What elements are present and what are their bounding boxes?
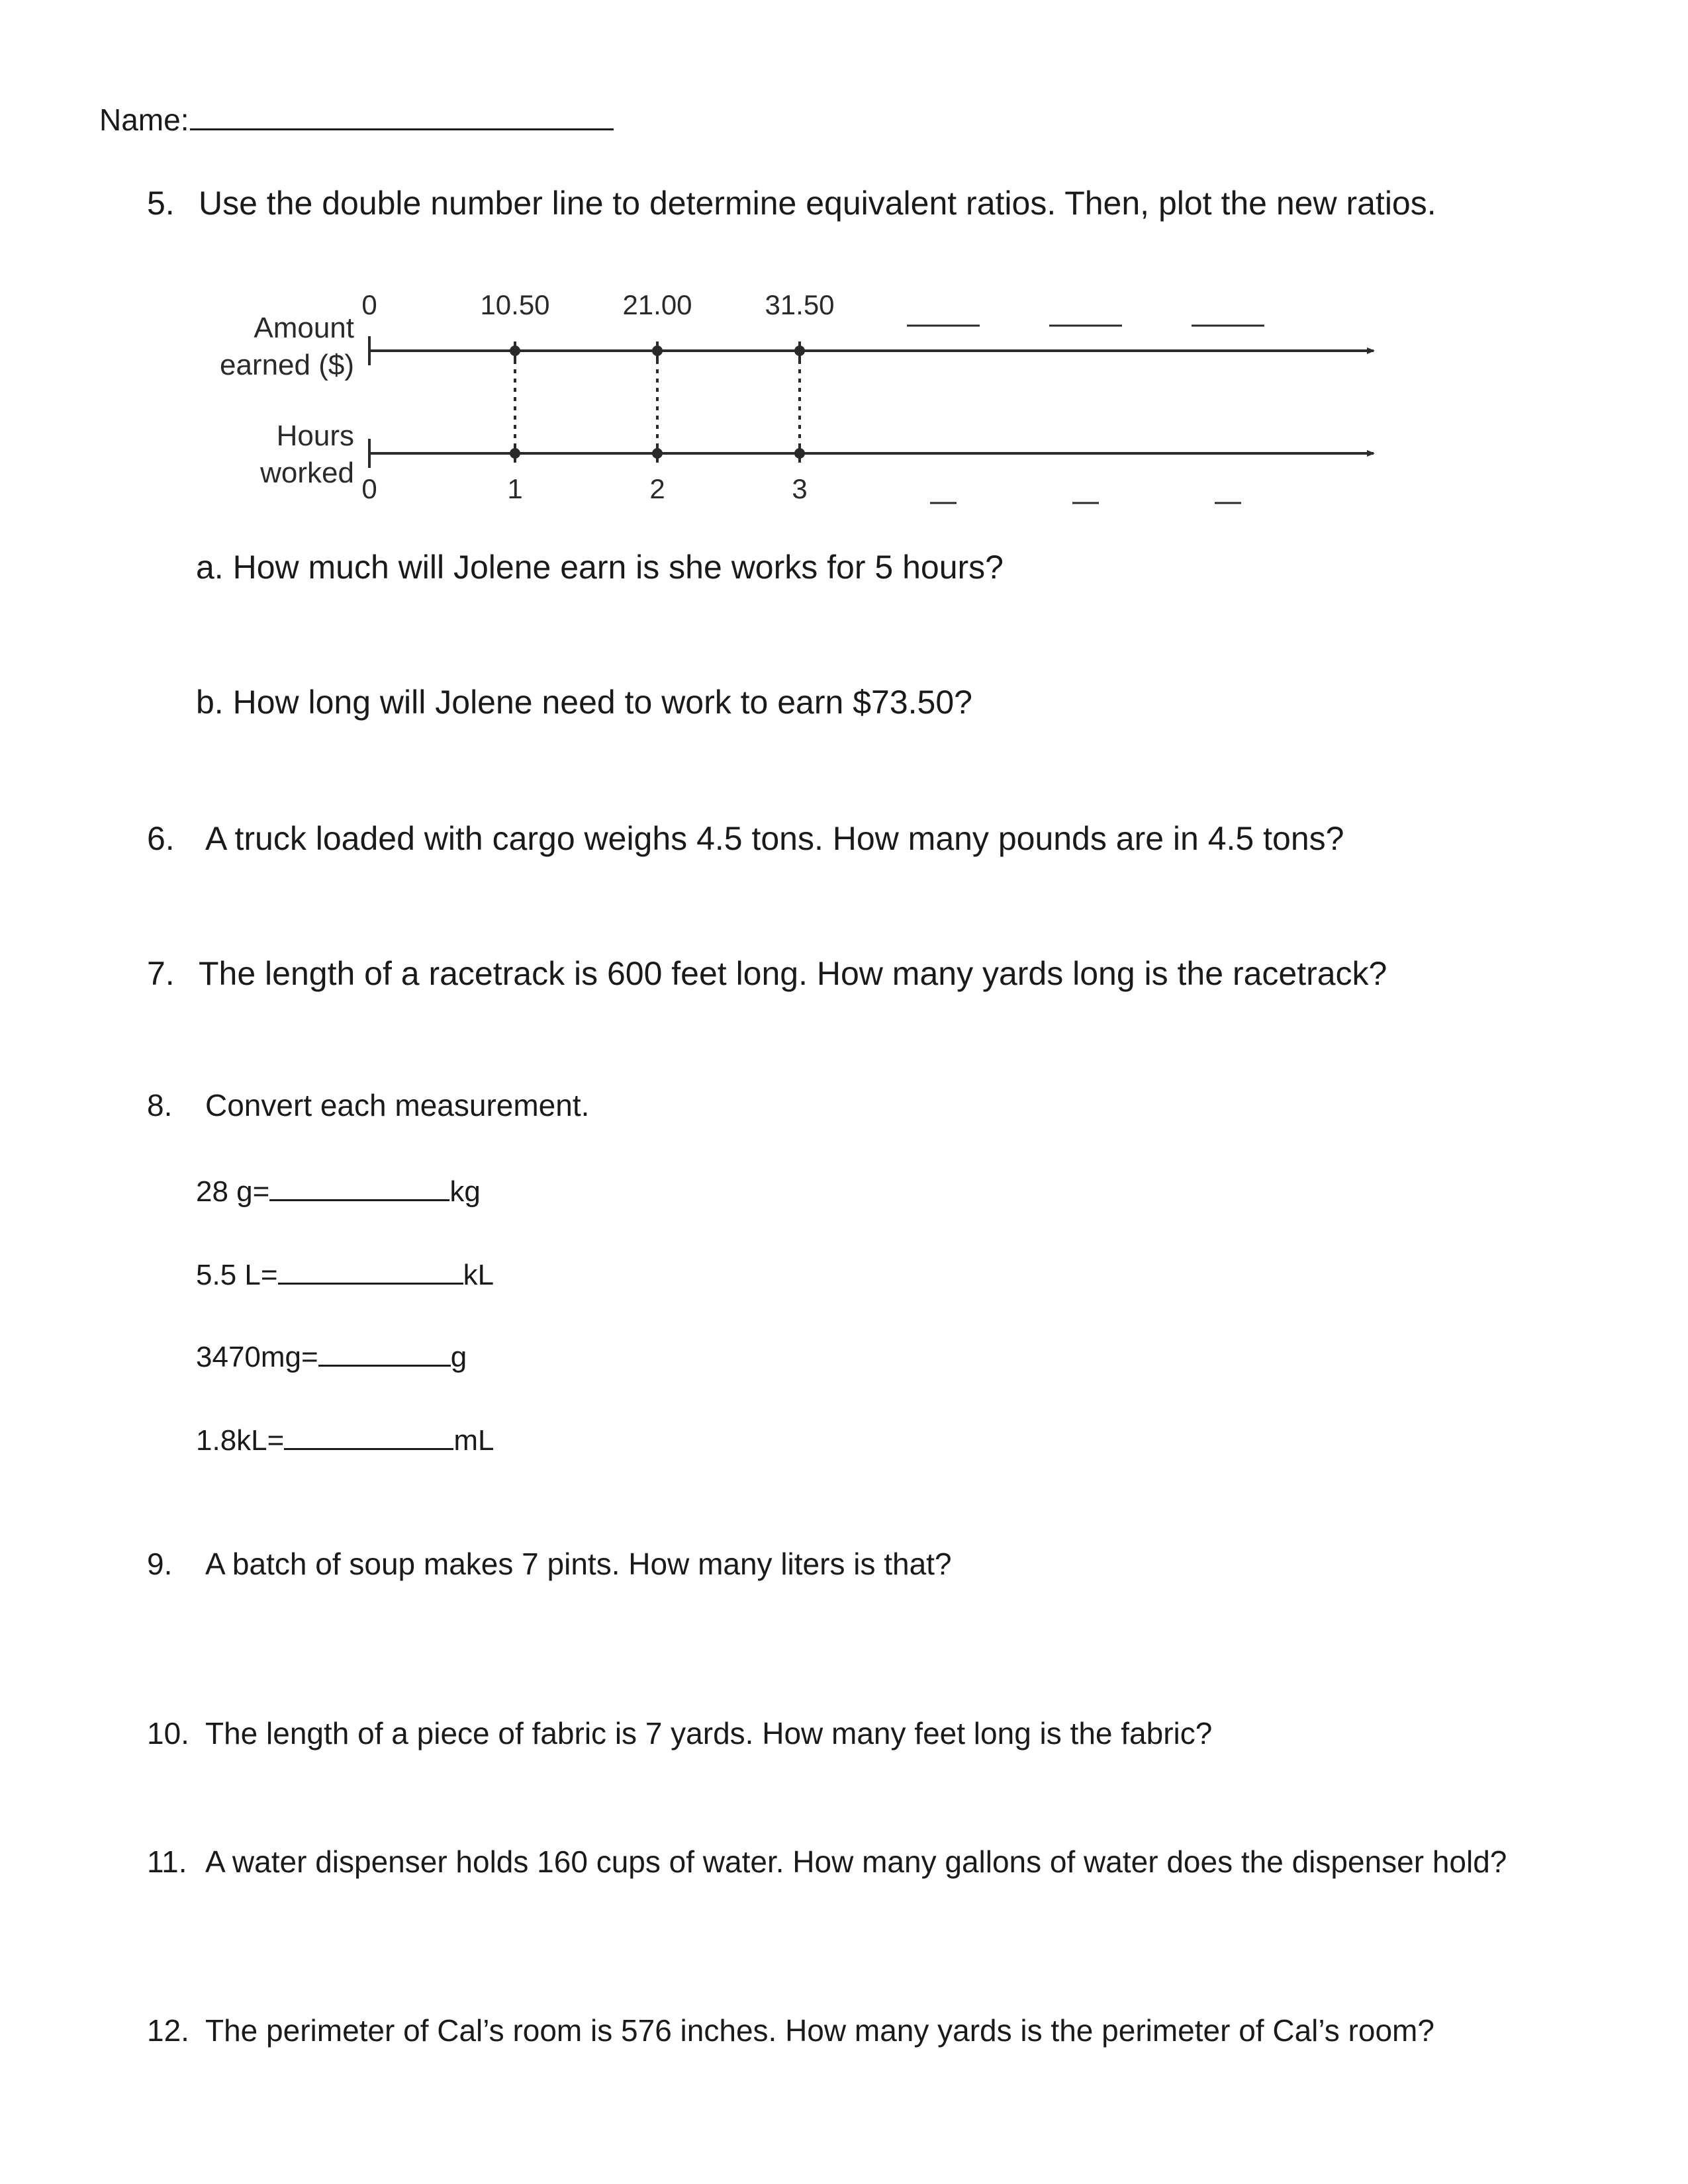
conversion-unit: kg <box>449 1175 481 1208</box>
hours-value-2: 2 <box>649 473 665 504</box>
question-number: 11. <box>147 1844 187 1879</box>
amount-value-2: 21.00 <box>622 289 692 320</box>
question-number: 5. <box>147 185 175 222</box>
plotted-point <box>794 448 805 459</box>
conversion-item <box>196 1173 481 1208</box>
plotted-point <box>652 448 663 459</box>
amount-value-1: 10.50 <box>480 289 550 320</box>
question-text: Convert each measurement. <box>205 1088 590 1122</box>
name-label: Name: <box>99 103 189 137</box>
question-number: 8. <box>147 1088 173 1122</box>
name-blank[interactable] <box>190 99 614 130</box>
plotted-point <box>794 345 805 356</box>
top-line-label-2: earned ($) <box>219 349 354 381</box>
plotted-point <box>510 448 520 459</box>
question-number: 10. <box>147 1716 189 1751</box>
top-line-label-1: Amount <box>254 312 354 344</box>
bottom-line-label-1: Hours <box>276 420 354 452</box>
question-number: 7. <box>147 955 175 992</box>
hours-value-0: 0 <box>361 473 377 504</box>
conversion-item <box>196 1422 494 1457</box>
question-number: 6. <box>147 820 175 857</box>
conversion-unit: mL <box>453 1424 494 1457</box>
question-5 <box>147 184 1436 222</box>
conversion-left: 1.8kL= <box>196 1424 285 1457</box>
plotted-point <box>652 345 663 356</box>
conversion-unit: kL <box>463 1259 494 1291</box>
question-10 <box>147 1715 1212 1751</box>
conversion-unit: g <box>450 1341 467 1373</box>
question-6 <box>147 819 1344 858</box>
conversion-blank[interactable] <box>278 1256 463 1285</box>
question-text: The length of a racetrack is 600 feet long. How many yards long is the racetrack? <box>199 955 1387 992</box>
name-field[interactable] <box>99 99 614 138</box>
question-text: A batch of soup makes 7 pints. How many liters is that? <box>205 1547 952 1581</box>
conversion-blank[interactable] <box>269 1173 449 1201</box>
question-11 <box>147 1844 1507 1880</box>
conversion-left: 3470mg= <box>196 1341 318 1373</box>
conversion-left: 5.5 L= <box>196 1259 278 1291</box>
conversion-item <box>196 1256 494 1292</box>
question-7 <box>147 954 1387 993</box>
question-12 <box>147 2013 1434 2048</box>
double-number-line <box>0 278 1688 529</box>
conversion-left: 28 g= <box>196 1175 270 1208</box>
conversion-item <box>196 1338 467 1374</box>
question-9 <box>147 1546 952 1582</box>
conversion-blank[interactable] <box>284 1422 453 1450</box>
amount-value-3: 31.50 <box>765 289 835 320</box>
question-8 <box>147 1087 589 1123</box>
question-number: 9. <box>147 1547 173 1581</box>
question-number: 12. <box>147 2013 189 2048</box>
hours-value-3: 3 <box>792 473 808 504</box>
bottom-line-label-2: worked <box>260 457 354 489</box>
question-text: A truck loaded with cargo weighs 4.5 tons. How many pounds are in 4.5 tons? <box>205 820 1344 857</box>
question-text: Use the double number line to determine equivalent ratios. Then, plot the new ratios. <box>199 185 1436 222</box>
hours-value-1: 1 <box>507 473 523 504</box>
amount-value-0: 0 <box>361 289 377 320</box>
conversion-blank[interactable] <box>318 1338 451 1367</box>
question-text: The length of a piece of fabric is 7 yards. How many feet long is the fabric? <box>205 1716 1213 1751</box>
question-text: A water dispenser holds 160 cups of water. How many gallons of water does the dispenser hold? <box>205 1844 1507 1879</box>
question-5b: b. How long will Jolene need to work to earn $73.50? <box>196 684 972 721</box>
question-5a: a. How much will Jolene earn is she works for 5 hours? <box>196 549 1004 586</box>
plotted-point <box>510 345 520 356</box>
question-text: The perimeter of Cal’s room is 576 inches. How many yards is the perimeter of Cal’s room? <box>205 2013 1434 2048</box>
